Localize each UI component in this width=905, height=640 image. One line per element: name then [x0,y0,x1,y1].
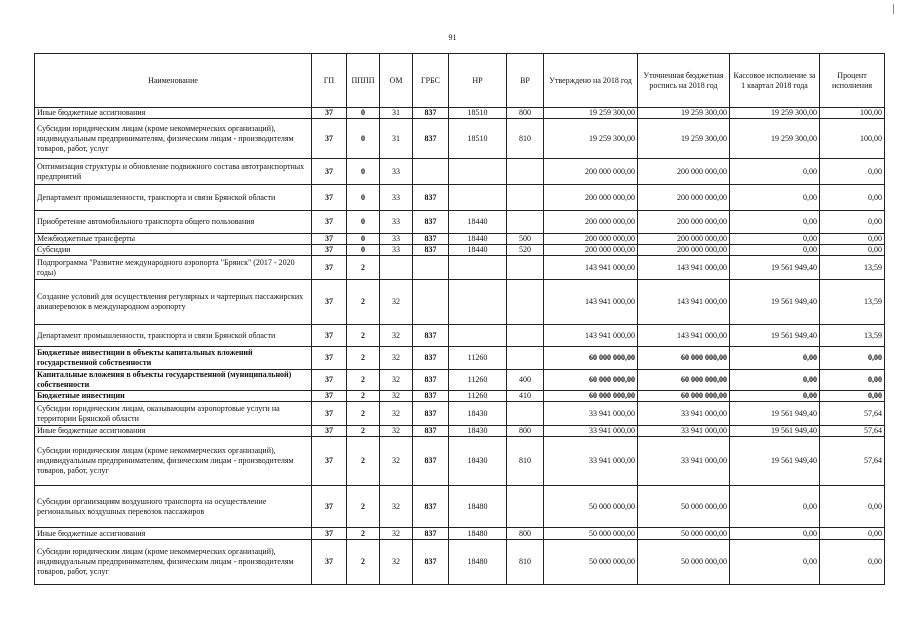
cell-grbs: 837 [413,391,449,402]
cell-approved: 60 000 000,00 [544,391,638,402]
cell-percent: 13,59 [820,256,885,280]
cell-vr: 800 [507,108,544,119]
cell-name: Капитальные вложения в объекты государственной (муниципальной) собственности [35,370,312,391]
cell-gp: 37 [312,426,347,437]
cell-nr: 18480 [449,528,507,540]
cell-approved: 19 259 300,00 [544,119,638,159]
cell-grbs: 837 [413,370,449,391]
cell-pppgp: 2 [347,486,380,528]
cell-name: Иные бюджетные ассигнования [35,528,312,540]
cell-name: Субсидии юридическим лицам (кроме некоммерческих организаций), индивидуальным предпринимателям, физическим лицам - производителям товаров, работ, услуг [35,437,312,486]
cell-gp: 37 [312,347,347,370]
cell-om: 32 [380,437,413,486]
scan-edge-mark [893,4,894,14]
cell-name: Межбюджетные трансферты [35,234,312,245]
header-name: Наименование [35,54,312,108]
cell-nr: 18430 [449,402,507,426]
cell-refined: 200 000 000,00 [638,159,730,185]
table-row [35,325,885,347]
cell-grbs [413,280,449,325]
table-row [35,211,885,234]
cell-approved: 50 000 000,00 [544,528,638,540]
cell-pppgp: 0 [347,185,380,211]
cell-pppgp: 2 [347,528,380,540]
cell-percent: 57,64 [820,437,885,486]
cell-percent: 13,59 [820,325,885,347]
cell-gp: 37 [312,370,347,391]
cell-vr [507,402,544,426]
cell-nr: 18510 [449,119,507,159]
cell-grbs: 837 [413,245,449,256]
cell-grbs: 837 [413,426,449,437]
cell-pppgp: 0 [347,108,380,119]
cell-grbs: 837 [413,325,449,347]
cell-name: Подпрограмма "Развитие международного аэропорта "Брянск" (2017 - 2020 годы) [35,256,312,280]
cell-gp: 37 [312,528,347,540]
cell-name: Субсидии юридическим лицам, оказывающим аэропортовые услуги на территории Брянской области [35,402,312,426]
table-row [35,370,885,391]
table-row [35,347,885,370]
cell-refined: 50 000 000,00 [638,540,730,585]
cell-cash: 0,00 [730,486,820,528]
cell-refined: 143 941 000,00 [638,256,730,280]
table-row [35,119,885,159]
cell-om: 32 [380,528,413,540]
cell-pppgp: 2 [347,540,380,585]
cell-name: Оптимизация структуры и обновление подвижного состава автотранспортных предприятий [35,159,312,185]
cell-cash: 0,00 [730,234,820,245]
cell-grbs: 837 [413,347,449,370]
cell-cash: 19 561 949,40 [730,402,820,426]
cell-nr: 18440 [449,211,507,234]
cell-gp: 37 [312,437,347,486]
cell-om: 33 [380,245,413,256]
cell-grbs [413,256,449,280]
cell-pppgp: 2 [347,437,380,486]
cell-gp: 37 [312,402,347,426]
cell-vr [507,325,544,347]
cell-percent: 0,00 [820,347,885,370]
cell-vr: 800 [507,426,544,437]
cell-approved: 200 000 000,00 [544,234,638,245]
cell-percent: 0,00 [820,540,885,585]
cell-name: Иные бюджетные ассигнования [35,426,312,437]
cell-gp: 37 [312,256,347,280]
cell-nr: 18480 [449,486,507,528]
cell-approved: 200 000 000,00 [544,185,638,211]
table-row [35,437,885,486]
cell-cash: 0,00 [730,540,820,585]
cell-name: Департамент промышленности, транспорта и связи Брянской области [35,325,312,347]
cell-grbs: 837 [413,528,449,540]
cell-percent: 57,64 [820,402,885,426]
cell-name: Бюджетные инвестиции в объекты капитальных вложений государственной собственности [35,347,312,370]
cell-percent: 0,00 [820,234,885,245]
table-row [35,528,885,540]
cell-grbs [413,159,449,185]
cell-refined: 200 000 000,00 [638,185,730,211]
cell-om: 32 [380,540,413,585]
cell-om: 33 [380,211,413,234]
cell-percent: 0,00 [820,185,885,211]
table-row [35,426,885,437]
cell-nr: 18480 [449,540,507,585]
cell-approved: 143 941 000,00 [544,280,638,325]
cell-nr: 11260 [449,391,507,402]
cell-pppgp: 2 [347,347,380,370]
cell-pppgp: 2 [347,370,380,391]
cell-refined: 33 941 000,00 [638,402,730,426]
table-header-row [35,54,885,108]
cell-percent: 0,00 [820,528,885,540]
cell-om: 31 [380,108,413,119]
cell-pppgp: 0 [347,245,380,256]
cell-vr: 520 [507,245,544,256]
cell-percent: 0,00 [820,159,885,185]
cell-approved: 200 000 000,00 [544,211,638,234]
cell-approved: 33 941 000,00 [544,402,638,426]
cell-name: Субсидии юридическим лицам (кроме некоммерческих организаций), индивидуальным предпринимателям, физическим лицам - производителям товаров, работ, услуг [35,119,312,159]
cell-gp: 37 [312,325,347,347]
cell-vr: 800 [507,528,544,540]
table-row [35,108,885,119]
cell-refined: 200 000 000,00 [638,234,730,245]
cell-approved: 33 941 000,00 [544,426,638,437]
cell-vr [507,347,544,370]
cell-pppgp: 2 [347,426,380,437]
cell-refined: 60 000 000,00 [638,391,730,402]
cell-om: 32 [380,347,413,370]
cell-nr: 18440 [449,234,507,245]
cell-om: 32 [380,426,413,437]
table-row [35,391,885,402]
cell-cash: 0,00 [730,528,820,540]
cell-percent: 100,00 [820,108,885,119]
cell-vr: 500 [507,234,544,245]
cell-refined: 50 000 000,00 [638,528,730,540]
cell-gp: 37 [312,280,347,325]
page-number: 91 [448,33,457,42]
cell-grbs: 837 [413,540,449,585]
cell-grbs: 837 [413,486,449,528]
cell-om: 31 [380,119,413,159]
cell-cash: 0,00 [730,185,820,211]
cell-vr [507,159,544,185]
cell-pppgp: 2 [347,391,380,402]
cell-gp: 37 [312,540,347,585]
cell-gp: 37 [312,185,347,211]
cell-approved: 50 000 000,00 [544,486,638,528]
cell-refined: 50 000 000,00 [638,486,730,528]
cell-approved: 60 000 000,00 [544,370,638,391]
cell-approved: 19 259 300,00 [544,108,638,119]
cell-percent: 100,00 [820,119,885,159]
table-row [35,159,885,185]
budget-table [34,53,885,585]
cell-percent: 13,59 [820,280,885,325]
cell-om [380,256,413,280]
cell-cash: 19 561 949,40 [730,256,820,280]
cell-pppgp: 2 [347,402,380,426]
cell-cash: 0,00 [730,245,820,256]
cell-grbs: 837 [413,234,449,245]
cell-approved: 200 000 000,00 [544,245,638,256]
cell-gp: 37 [312,234,347,245]
cell-refined: 143 941 000,00 [638,325,730,347]
cell-nr [449,280,507,325]
cell-name: Субсидии [35,245,312,256]
cell-approved: 143 941 000,00 [544,325,638,347]
cell-refined: 60 000 000,00 [638,370,730,391]
cell-cash: 0,00 [730,370,820,391]
cell-cash: 0,00 [730,159,820,185]
table-row [35,402,885,426]
header-vr: ВР [507,54,544,108]
cell-refined: 60 000 000,00 [638,347,730,370]
header-percent: Процент исполнения [820,54,885,108]
cell-name: Бюджетные инвестиции [35,391,312,402]
cell-pppgp: 0 [347,119,380,159]
cell-om: 33 [380,159,413,185]
cell-cash: 19 561 949,40 [730,426,820,437]
table-row [35,234,885,245]
cell-approved: 143 941 000,00 [544,256,638,280]
table-row [35,256,885,280]
table-row [35,540,885,585]
cell-om: 32 [380,391,413,402]
cell-vr [507,280,544,325]
cell-name: Субсидии юридическим лицам (кроме некоммерческих организаций), индивидуальным предпринимателям, физическим лицам - производителям товаров, работ, услуг [35,540,312,585]
cell-cash: 0,00 [730,391,820,402]
cell-gp: 37 [312,391,347,402]
cell-percent: 0,00 [820,486,885,528]
cell-om: 32 [380,325,413,347]
cell-gp: 37 [312,245,347,256]
cell-grbs: 837 [413,437,449,486]
cell-gp: 37 [312,486,347,528]
cell-grbs: 837 [413,211,449,234]
cell-refined: 33 941 000,00 [638,426,730,437]
cell-grbs: 837 [413,108,449,119]
cell-name: Иные бюджетные ассигнования [35,108,312,119]
cell-vr: 810 [507,119,544,159]
cell-om: 33 [380,234,413,245]
cell-vr [507,185,544,211]
cell-pppgp: 2 [347,325,380,347]
cell-vr [507,486,544,528]
table-row [35,185,885,211]
cell-percent: 0,00 [820,211,885,234]
cell-cash: 0,00 [730,347,820,370]
cell-percent: 57,64 [820,426,885,437]
cell-percent: 0,00 [820,391,885,402]
table-row [35,245,885,256]
cell-pppgp: 2 [347,280,380,325]
cell-vr: 810 [507,540,544,585]
cell-nr [449,325,507,347]
cell-nr: 18430 [449,426,507,437]
cell-cash: 19 259 300,00 [730,108,820,119]
cell-cash: 19 561 949,40 [730,325,820,347]
header-grbs: ГРБС [413,54,449,108]
header-refined: Уточненная бюджетная роспись на 2018 год [638,54,730,108]
cell-gp: 37 [312,159,347,185]
cell-nr [449,256,507,280]
cell-cash: 19 561 949,40 [730,280,820,325]
cell-nr: 11260 [449,370,507,391]
header-om: ОМ [380,54,413,108]
cell-vr [507,211,544,234]
cell-nr [449,185,507,211]
cell-vr: 810 [507,437,544,486]
cell-refined: 19 259 300,00 [638,108,730,119]
cell-pppgp: 0 [347,211,380,234]
cell-refined: 19 259 300,00 [638,119,730,159]
cell-om: 32 [380,402,413,426]
cell-gp: 37 [312,108,347,119]
cell-nr: 18440 [449,245,507,256]
cell-nr [449,159,507,185]
cell-refined: 200 000 000,00 [638,211,730,234]
cell-name: Приобретение автомобильного транспорта общего пользования [35,211,312,234]
header-cash: Кассовое исполнение за 1 квартал 2018 года [730,54,820,108]
table-row [35,486,885,528]
cell-grbs: 837 [413,402,449,426]
cell-nr: 18430 [449,437,507,486]
cell-vr: 400 [507,370,544,391]
cell-vr: 410 [507,391,544,402]
cell-cash: 19 561 949,40 [730,437,820,486]
cell-gp: 37 [312,119,347,159]
cell-nr: 18510 [449,108,507,119]
cell-om: 32 [380,280,413,325]
cell-approved: 50 000 000,00 [544,540,638,585]
cell-om: 32 [380,486,413,528]
cell-refined: 200 000 000,00 [638,245,730,256]
cell-pppgp: 0 [347,159,380,185]
cell-approved: 60 000 000,00 [544,347,638,370]
cell-percent: 0,00 [820,245,885,256]
cell-nr: 11260 [449,347,507,370]
cell-name: Создание условий для осуществления регулярных и чартерных пассажирских авиаперевозок в международном аэропорту [35,280,312,325]
cell-approved: 33 941 000,00 [544,437,638,486]
header-pppgp: ПППП [347,54,380,108]
cell-cash: 0,00 [730,211,820,234]
cell-vr [507,256,544,280]
cell-om: 32 [380,370,413,391]
cell-om: 33 [380,185,413,211]
table-body [35,108,885,585]
cell-name: Субсидии организациям воздушного транспорта на осуществление региональных воздушных перевозок пассажиров [35,486,312,528]
cell-refined: 143 941 000,00 [638,280,730,325]
cell-pppgp: 0 [347,234,380,245]
cell-grbs: 837 [413,185,449,211]
cell-approved: 200 000 000,00 [544,159,638,185]
cell-percent: 0,00 [820,370,885,391]
cell-grbs: 837 [413,119,449,159]
cell-name: Департамент промышленности, транспорта и связи Брянской области [35,185,312,211]
header-gp: ГП [312,54,347,108]
header-nr: НР [449,54,507,108]
cell-pppgp: 2 [347,256,380,280]
cell-cash: 19 259 300,00 [730,119,820,159]
header-approved: Утверждено на 2018 год [544,54,638,108]
cell-refined: 33 941 000,00 [638,437,730,486]
table-row [35,280,885,325]
cell-gp: 37 [312,211,347,234]
